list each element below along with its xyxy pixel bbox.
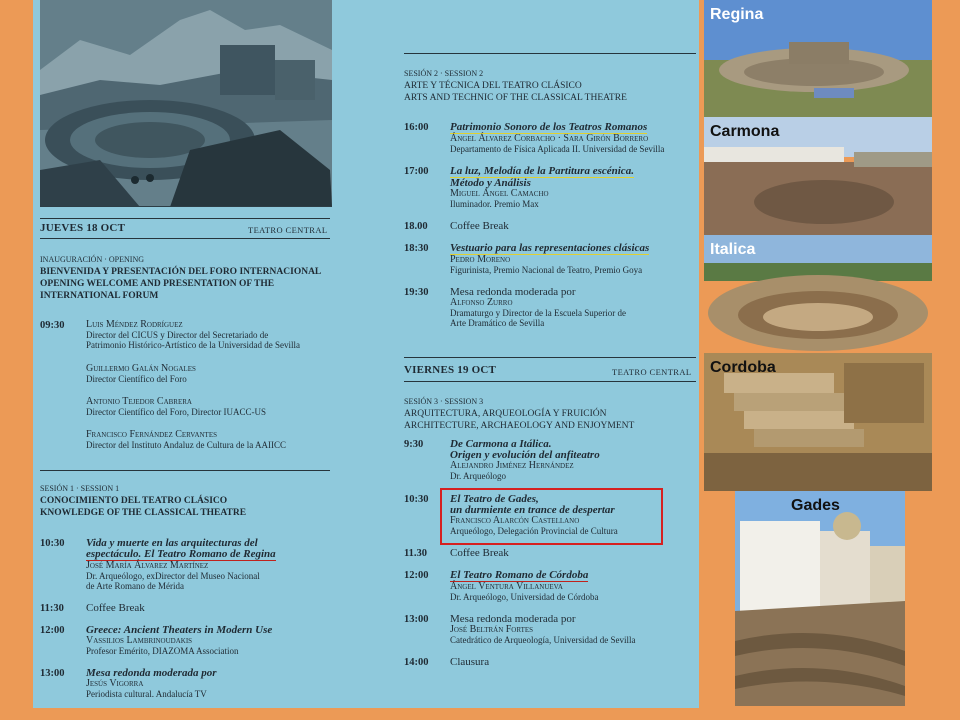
schedule-slot (404, 166, 704, 212)
session-title: KNOWLEDGE OF THE CLASSICAL THEATRE (40, 508, 247, 518)
session-title: ARQUITECTURA, ARQUEOLOGÍA Y FRUICIÓN (404, 409, 607, 419)
divider (40, 238, 330, 239)
opening-block (40, 254, 340, 302)
speaker-affiliation: Director Científico del Foro (86, 374, 187, 384)
schedule-slot (40, 364, 340, 386)
photo-carmona (704, 117, 932, 235)
speaker-affiliation: Arqueólogo, Delegación Provincial de Cultura (450, 526, 618, 536)
slot-time: 9:30 (404, 439, 424, 450)
schedule-slot (40, 625, 340, 661)
break-label: Coffee Break (86, 602, 145, 614)
slot-time: 19:30 (404, 287, 429, 298)
speaker-name: Jesús Vigorra (86, 678, 144, 689)
talk-title: Patrimonio Sonoro de los Teatros Romanos (450, 121, 648, 133)
photo-label: Regina (710, 6, 764, 23)
speaker-name: Luis Méndez Rodríguez (86, 319, 183, 330)
talk-title: Origen y evolución del anfiteatro (450, 449, 600, 461)
schedule-slot (40, 668, 340, 704)
slot-time: 10:30 (404, 494, 429, 505)
speaker-affiliation: Director Científico del Foro, Director IUACC-US (86, 407, 266, 417)
theatre-engraving (40, 0, 332, 207)
session-label: SESIÓN 1 · SESSION 1 (40, 484, 120, 493)
session-title: BIENVENIDA Y PRESENTACIÓN DEL FORO INTERNACIONAL (40, 267, 322, 277)
talk-title: El Teatro Romano de Córdoba (450, 569, 589, 581)
speaker-affiliation: Patrimonio Histórico-Artístico de la Universidad de Sevilla (86, 340, 300, 350)
speaker-affiliation: Departamento de Física Aplicada II. Universidad de Sevilla (450, 144, 665, 154)
break-label: Coffee Break (450, 220, 509, 232)
talk-title: Método y Análisis (450, 177, 531, 189)
speaker-name: Ángel Álvarez Corbacho · Sara Girón Borrero (450, 133, 649, 144)
schedule-slot (404, 614, 704, 650)
photo-cordoba (704, 353, 932, 491)
speaker-name: Alfonso Zurro (450, 297, 513, 308)
schedule-slot (40, 320, 340, 350)
divider (40, 218, 330, 219)
photo-gades (735, 491, 905, 706)
talk-title: Vestuario para las representaciones clásicas (450, 242, 650, 254)
speaker-affiliation: Iluminador. Premio Max (450, 199, 539, 209)
speaker-affiliation: Director del Instituto Andaluz de Cultura de la AAIICC (86, 440, 286, 450)
speaker-name: Vassilios Lambrinoudakis (86, 635, 193, 646)
speaker-name: Alejandro Jiménez Hernández (450, 460, 574, 471)
slot-time: 12:00 (40, 625, 65, 636)
speaker-affiliation: Dramaturgo y Director de la Escuela Superior de (450, 308, 627, 318)
talk-title: un durmiente en trance de despertar (450, 504, 615, 516)
speaker-name: José María Álvarez Martínez (86, 560, 209, 571)
session-title: OPENING WELCOME AND PRESENTATION OF THE (40, 279, 275, 289)
speaker-affiliation: Dr. Arqueólogo, exDirector del Museo Nacional (86, 571, 260, 581)
speaker-affiliation: de Arte Romano de Mérida (86, 581, 184, 591)
break-label: Coffee Break (450, 547, 509, 559)
talk-title: De Carmona a Itálica. (450, 438, 552, 450)
session-title: CONOCIMIENTO DEL TEATRO CLÁSICO (40, 496, 228, 506)
session1-block (40, 483, 340, 519)
session-title: ARTS AND TECHNIC OF THE CLASSICAL THEATRE (404, 93, 627, 103)
session-title: ARTE Y TÉCNICA DEL TEATRO CLÁSICO (404, 81, 582, 91)
speaker-name: Francisco Fernández Cervantes (86, 429, 217, 440)
schedule-slot (404, 122, 704, 158)
slot-time: 10:30 (40, 538, 65, 549)
slot-time: 18:30 (404, 243, 429, 254)
schedule-slot (404, 439, 704, 485)
session-title: INTERNATIONAL FORUM (40, 291, 159, 301)
venue-label: TEATRO CENTRAL (612, 367, 692, 377)
photo-label: Cordoba (710, 359, 776, 376)
schedule-slot (40, 538, 340, 596)
speaker-name: Guillermo Galán Nogales (86, 363, 196, 374)
slot-time: 09:30 (40, 320, 65, 331)
schedule-slot (40, 430, 340, 452)
divider (404, 381, 696, 382)
day-heading: JUEVES 18 OCT (40, 222, 126, 234)
talk-title: Mesa redonda moderada por (450, 613, 576, 625)
closing-label: Clausura (450, 656, 490, 668)
session3-block (404, 396, 704, 432)
speaker-affiliation: Arte Dramático de Sevilla (450, 318, 545, 328)
slot-time: 14:00 (404, 657, 429, 668)
speaker-affiliation: Director del CICUS y Director del Secretariado de (86, 330, 269, 340)
slot-time: 13:00 (404, 614, 429, 625)
speaker-affiliation: Profesor Emérito, DIAZOMA Association (86, 646, 239, 656)
talk-title: Mesa redonda moderada por (86, 667, 217, 679)
talk-title: Mesa redonda moderada por (450, 286, 576, 298)
session2-block (404, 68, 704, 104)
talk-title: Vida y muerte en las arquitecturas del (86, 537, 258, 549)
schedule-slot (404, 548, 704, 562)
talk-title: espectáculo. El Teatro Romano de Regina (86, 548, 276, 560)
highlight-box (440, 488, 663, 545)
session-label: INAUGURACIÓN · OPENING (40, 255, 144, 264)
speaker-name: Pedro Moreno (450, 254, 511, 265)
session-label: SESIÓN 2 · SESSION 2 (404, 69, 484, 78)
talk-title: La luz, Melodía de la Partitura escénica. (450, 165, 634, 177)
schedule-slot (40, 397, 340, 419)
speaker-name: José Beltrán Fortes (450, 624, 534, 635)
speaker-name: Francisco Alarcón Castellano (450, 515, 580, 526)
session-title: ARCHITECTURE, ARCHAEOLOGY AND ENJOYMENT (404, 421, 635, 431)
photo-label: Carmona (710, 123, 780, 140)
slot-time: 11:30 (40, 603, 64, 614)
speaker-name: Miguel Ángel Camacho (450, 188, 549, 199)
photo-label: Gades (791, 497, 840, 514)
photo-italica (704, 235, 932, 353)
speaker-name: Ángel Ventura Villanueva (450, 581, 563, 592)
schedule-slot (404, 221, 704, 235)
speaker-name: Antonio Tejedor Cabrera (86, 396, 192, 407)
slot-time: 18.00 (404, 221, 428, 232)
divider (40, 470, 330, 471)
venue-label: TEATRO CENTRAL (248, 225, 328, 235)
divider (404, 357, 696, 358)
slot-time: 13:00 (40, 668, 65, 679)
slot-time: 17:00 (404, 166, 429, 177)
slot-time: 12:00 (404, 570, 429, 581)
schedule-slot (404, 570, 704, 606)
schedule-slot (40, 603, 340, 617)
schedule-slot (404, 287, 704, 333)
day-heading: VIERNES 19 OCT (404, 364, 497, 376)
talk-title: Greece: Ancient Theaters in Modern Use (86, 624, 273, 636)
photo-regina (704, 0, 932, 117)
schedule-slot (404, 243, 704, 279)
photo-label: Italica (710, 241, 756, 258)
talk-title: El Teatro de Gades, (450, 493, 539, 505)
speaker-affiliation: Figurinista, Premio Nacional de Teatro, Premio Goya (450, 265, 643, 275)
slot-time: 16:00 (404, 122, 429, 133)
session-label: SESIÓN 3 · SESSION 3 (404, 397, 484, 406)
speaker-affiliation: Dr. Arqueólogo, Universidad de Córdoba (450, 592, 599, 602)
slot-time: 11.30 (404, 548, 428, 559)
speaker-affiliation: Periodista cultural. Andalucía TV (86, 689, 207, 699)
schedule-slot (404, 657, 704, 671)
speaker-affiliation: Catedrático de Arqueología, Universidad de Sevilla (450, 635, 636, 645)
speaker-affiliation: Dr. Arqueólogo (450, 471, 506, 481)
divider (404, 53, 696, 54)
